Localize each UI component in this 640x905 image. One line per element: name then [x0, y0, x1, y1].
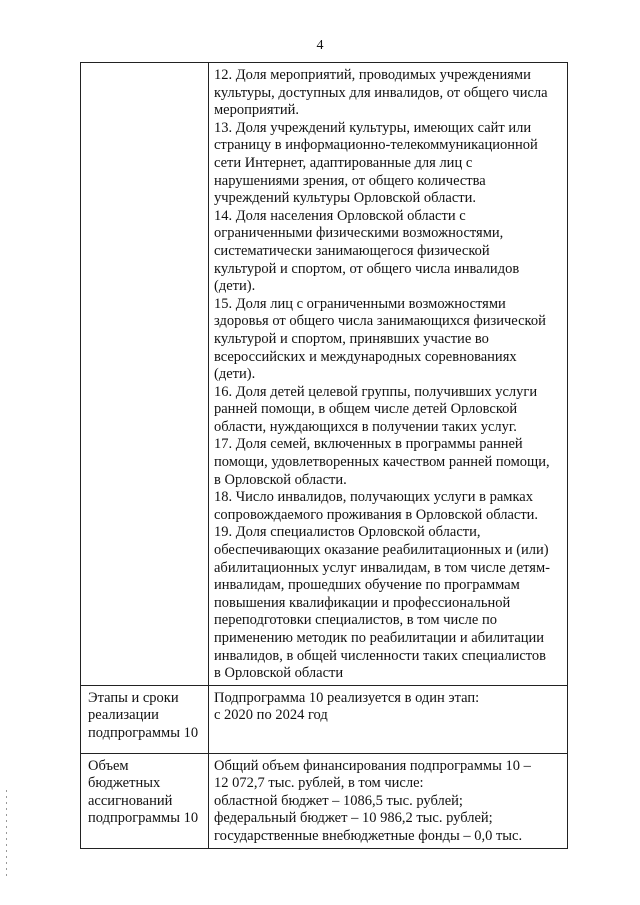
- text-line: 17. Доля семей, включенных в программы ранней: [214, 436, 523, 453]
- text-line: инвалидов, в общей численности таких специалистов: [214, 647, 547, 664]
- table-row: [81, 753, 568, 848]
- row-spacer: [88, 743, 203, 751]
- text-line: 18. Число инвалидов, получающих услуги в рамках: [214, 489, 533, 506]
- text-line: мероприятий.: [214, 102, 300, 119]
- text-line: государственные внебюджетные фонды – 0,0 тыс.: [214, 827, 523, 844]
- text-line: ограниченными физическими возможностями,: [214, 225, 504, 242]
- text-line: области, нуждающихся в получении таких услуг.: [214, 418, 517, 435]
- label-line: Этапы и сроки: [88, 689, 179, 706]
- label-line: Объем: [88, 757, 129, 774]
- text-line: 16. Доля детей целевой группы, получивших услуги: [214, 383, 538, 400]
- label-line: реализации: [88, 707, 159, 724]
- text-line: 13. Доля учреждений культуры, имеющих сайт или: [214, 119, 532, 136]
- text-line: с 2020 по 2024 год: [214, 707, 328, 724]
- text-line: сопровождаемого проживания в Орловской области.: [214, 506, 539, 523]
- text-line: 15. Доля лиц с ограниченными возможностями: [214, 295, 506, 312]
- table-row: [81, 685, 568, 753]
- text-line: нарушениями зрения, от общего количества: [214, 172, 486, 189]
- text-line: помощи, удовлетворенных качеством ранней помощи,: [214, 454, 550, 471]
- text-line: 12 072,7 тыс. рублей, в том числе:: [214, 775, 424, 792]
- text-line: (дети).: [214, 366, 256, 383]
- text-line: 19. Доля специалистов Орловской области,: [214, 524, 481, 541]
- text-line: здоровья от общего числа занимающихся физической: [214, 313, 546, 330]
- text-line: культурой и спортом, от общего числа инвалидов: [214, 260, 520, 277]
- text-line: абилитационных услуг инвалидам, в том числе детям-: [214, 559, 550, 576]
- indicators-list-cell: [209, 63, 568, 686]
- text-line: всероссийских и международных соревнованиях: [214, 348, 517, 365]
- stages-content-cell: [209, 685, 568, 753]
- label-line: бюджетных: [88, 775, 161, 792]
- text-line: переподготовки специалистов, в том числе по: [214, 612, 497, 629]
- text-line: в Орловской области.: [214, 471, 347, 488]
- text-line: в Орловской области: [214, 665, 344, 682]
- text-line: Общий объем финансирования подпрограммы 10 –: [214, 757, 531, 774]
- text-line: областной бюджет – 1086,5 тыс. рублей;: [214, 792, 463, 809]
- text-line: Подпрограмма 10 реализуется в один этап:: [214, 689, 480, 706]
- text-line: 14. Доля населения Орловской области с: [214, 207, 466, 224]
- row-label-empty: [81, 63, 209, 686]
- label-line: ассигнований: [88, 792, 173, 809]
- scan-margin-marks: [6, 790, 7, 880]
- label-line: подпрограммы 10: [88, 724, 199, 741]
- text-line: применению методик по реабилитации и абилитации: [214, 630, 545, 646]
- text-line: культурой и спортом, принявших участие во: [214, 330, 489, 347]
- text-line: федеральный бюджет – 10 986,2 тыс. рублей;: [214, 810, 493, 827]
- text-line: сети Интернет, адаптированные для лиц с: [214, 154, 473, 171]
- row-label-stages: [81, 685, 209, 753]
- text-line: (дети).: [214, 278, 256, 295]
- row-label-budget: [81, 753, 209, 848]
- budget-content-cell: [209, 753, 568, 848]
- passport-table: [80, 62, 568, 849]
- text-line: повышения квалификации и профессиональной: [214, 594, 511, 611]
- text-line: систематически занимающегося физической: [214, 242, 490, 259]
- text-line: страницу в информационно-телекоммуникационной: [214, 137, 538, 154]
- page-number: 4: [316, 38, 324, 53]
- label-line: подпрограммы 10: [88, 810, 199, 827]
- text-line: обеспечивающих оказание реабилитационных и (или): [214, 542, 549, 559]
- text-line: учреждений культуры Орловской области.: [214, 190, 476, 207]
- text-line: 12. Доля мероприятий, проводимых учреждениями: [214, 67, 531, 83]
- text-line: ранней помощи, в общем числе детей Орловской: [214, 401, 518, 418]
- text-line: инвалидам, прошедших обучение по программам: [214, 577, 520, 594]
- table-row: [81, 63, 568, 686]
- text-line: культуры, доступных для инвалидов, от общего числа: [214, 84, 548, 101]
